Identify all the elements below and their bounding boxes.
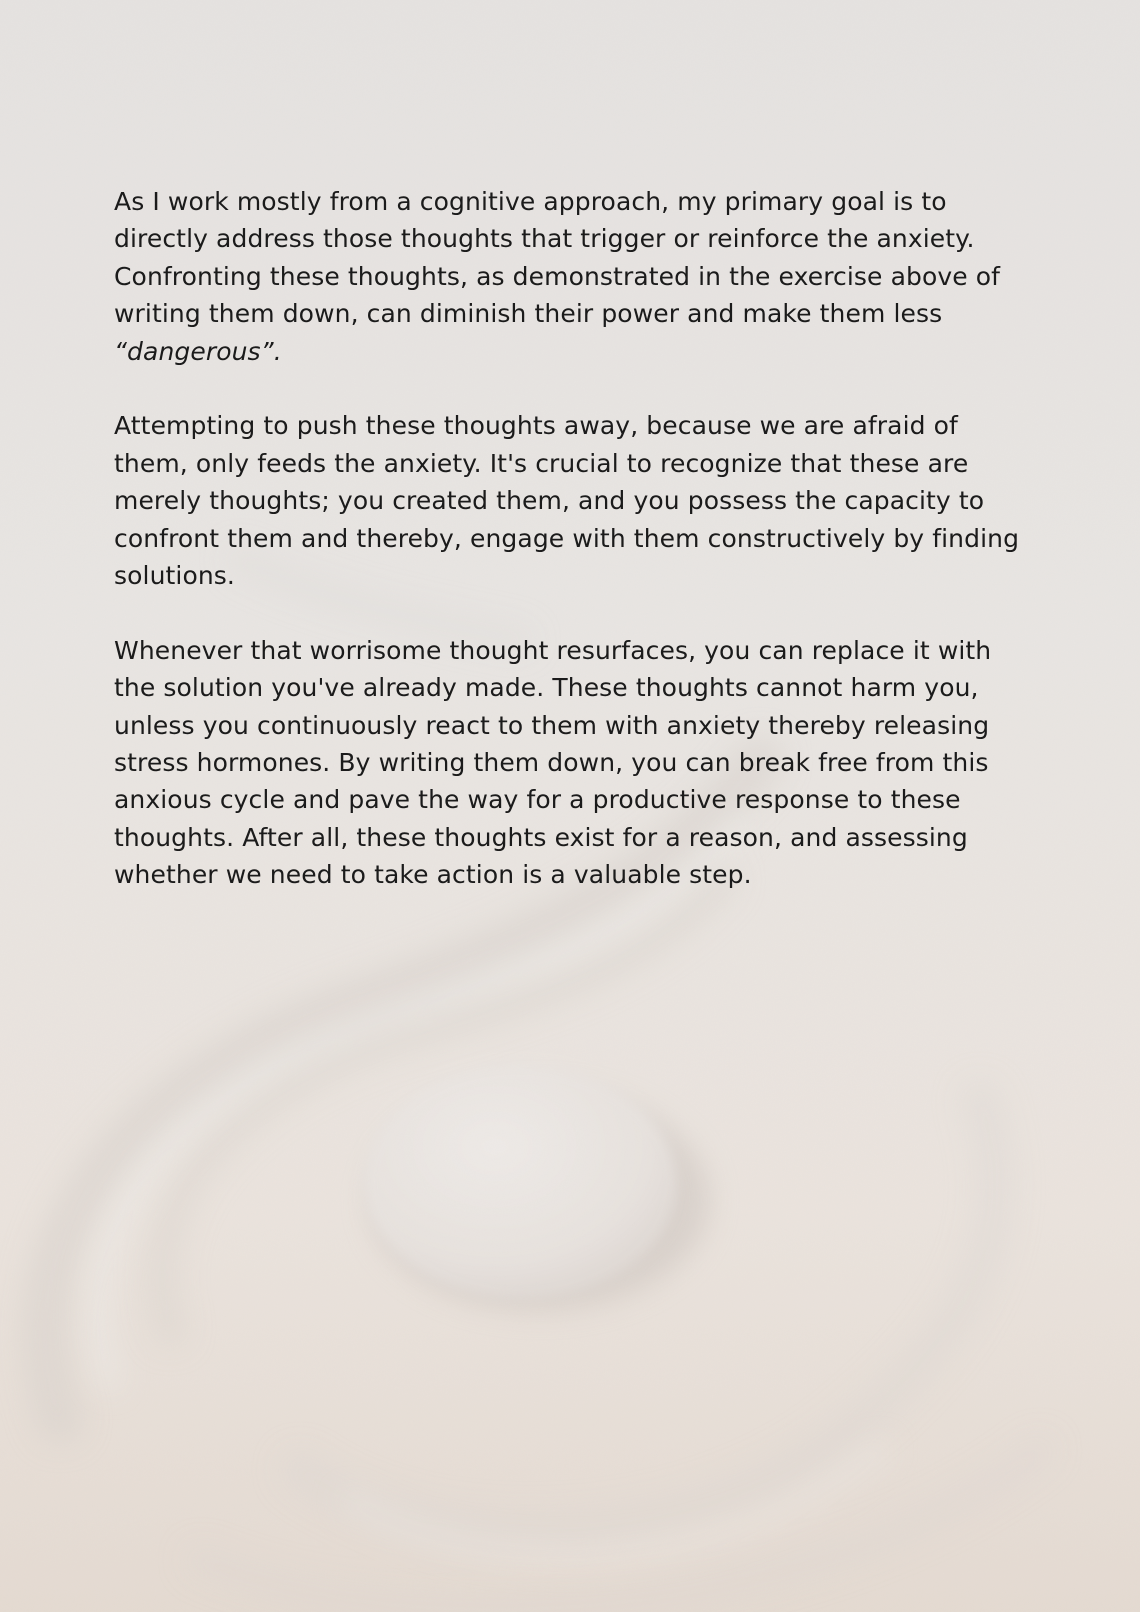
paragraph-push-thoughts-away: Attempting to push these thoughts away, because we are afraid of them, only feeds the anxiety. It's crucial to recognize that these are merely thoughts; you created them, and you possess the capacity to confront them and thereby, engage with them constructively by finding solutions. xyxy=(114,411,1020,591)
paragraph-worrisome-thought: Whenever that worrisome thought resurfaces, you can replace it with the solution you've already made. These thoughts cannot harm you, unless you continuously react to them with anxiety thereby releasing stress hormones. By writing them down, you can break free from this anxious cycle and pave the way for a productive response to these thoughts. After all, these thoughts exist for a reason, and assessing whether we need to take action is a valuable step. xyxy=(114,635,992,890)
emphasis-dangerous: “dangerous”. xyxy=(114,336,282,366)
paragraph-text: As I work mostly from a cognitive approach, my primary goal is to directly address those thoughts that trigger or reinforce the anxiety. Confronting these thoughts, as demonstrated in the exercise above of writing them down, can diminish their power and make them less xyxy=(114,187,1001,329)
article-body xyxy=(114,183,1034,931)
paragraph-cognitive-approach xyxy=(114,183,1034,370)
